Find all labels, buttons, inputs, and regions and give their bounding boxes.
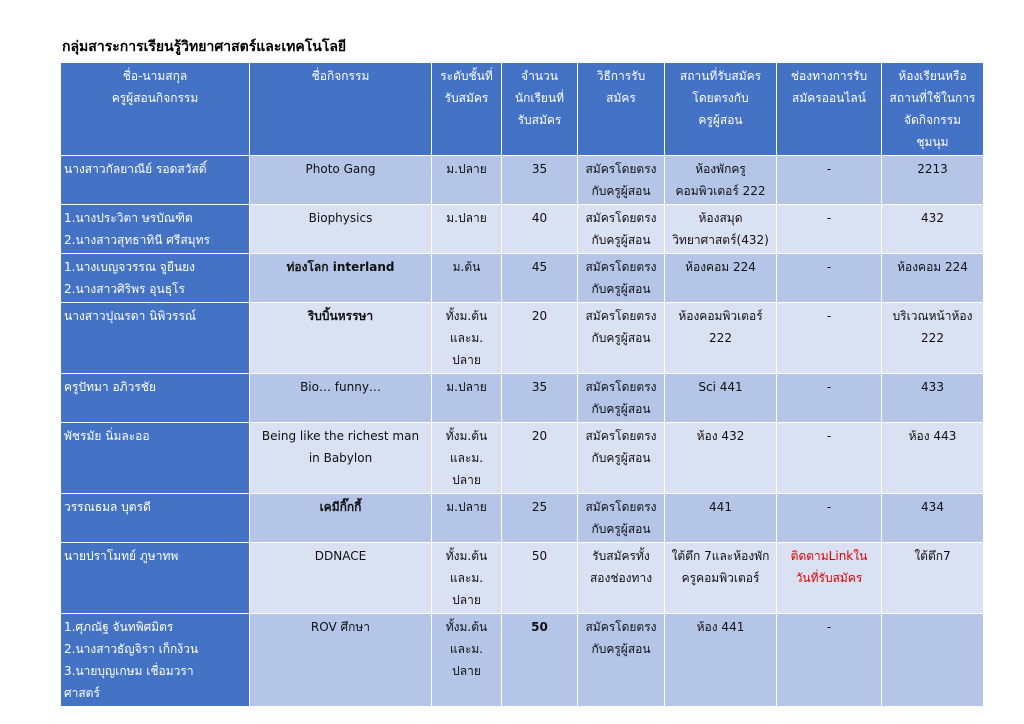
cell-online: - [777,254,882,303]
cell-activity: DDNACE [250,543,432,614]
cell-level: ม.ปลาย [432,205,502,254]
cell-count: 25 [502,494,578,543]
cell-room: 2213 [882,156,984,205]
table-row [61,423,984,494]
cell-method: สมัครโดยตรง กับครูผู้สอน [578,423,665,494]
cell-method: สมัครโดยตรง กับครูผู้สอน [578,254,665,303]
table-row [61,303,984,374]
cell-teacher: นางสาวปุณรดา นิพิวรรณ์ [61,303,250,374]
cell-room: ห้อง 443 [882,423,984,494]
cell-teacher: นายปราโมทย์ ภูษาทพ [61,543,250,614]
cell-count: 50 [502,543,578,614]
cell-level: ม.ปลาย [432,494,502,543]
header-online: ช่องทางการรับ สมัครออนไลน์ [777,63,882,156]
cell-count: 45 [502,254,578,303]
cell-teacher: 1.ศุภณัฐ จันทพิศมิตร 2.นางสาวธัญจิรา เก็กง้วน 3.นายบุญเกษม เชื่อมวรา ศาสตร์ [61,614,250,707]
header-room: ห้องเรียนหรือ สถานที่ใช้ในการ จัดกิจกรรม ชุมนุม [882,63,984,156]
cell-method: สมัครโดยตรง กับครูผู้สอน [578,205,665,254]
cell-room [882,614,984,707]
cell-place: ใต้ตึก 7และห้องพัก ครูคอมพิวเตอร์ [665,543,777,614]
table-row [61,156,984,205]
cell-activity: ROV ศึกษา [250,614,432,707]
page-title: กลุ่มสาระการเรียนรู้วิทยาศาสตร์และเทคโนโลยี [62,39,347,55]
cell-activity: Photo Gang [250,156,432,205]
cell-count: 40 [502,205,578,254]
cell-count: 20 [502,423,578,494]
cell-teacher: ครูปัทมา อภิวรชัย [61,374,250,423]
cell-activity: Being like the richest man in Babylon [250,423,432,494]
cell-room: ห้องคอม 224 [882,254,984,303]
cell-count: 20 [502,303,578,374]
cell-level: ทั้งม.ต้น และม. ปลาย [432,423,502,494]
cell-online: - [777,303,882,374]
table-row [61,374,984,423]
cell-place: Sci 441 [665,374,777,423]
cell-place: 441 [665,494,777,543]
cell-online: - [777,423,882,494]
cell-room: ใต้ตึก7 [882,543,984,614]
cell-teacher: นางสาวกัลยาณีย์ รอดสวัสดิ์ [61,156,250,205]
cell-online: - [777,374,882,423]
table-body [61,156,984,707]
cell-level: ม.ต้น [432,254,502,303]
cell-online: - [777,614,882,707]
club-table [60,62,984,707]
table-row [61,614,984,707]
cell-count: 50 [502,614,578,707]
cell-place: ห้องคอม 224 [665,254,777,303]
header-method: วิธีการรับ สมัคร [578,63,665,156]
cell-activity: ท่องโลก interland [250,254,432,303]
header-count: จำนวน นักเรียนที่ รับสมัคร [502,63,578,156]
cell-teacher: 1.นางประวิตา ษรบัณฑิต 2.นางสาวสุทธาทินี ศรีสมุทร [61,205,250,254]
cell-level: ม.ปลาย [432,374,502,423]
cell-count: 35 [502,156,578,205]
cell-online: - [777,156,882,205]
cell-teacher: พัชรมัย นิ่มละออ [61,423,250,494]
table-row [61,205,984,254]
cell-room: 432 [882,205,984,254]
header-teacher: ชื่อ-นามสกุล ครูผู้สอนกิจกรรม [61,63,250,156]
header-row [61,63,984,156]
cell-place: ห้อง 441 [665,614,777,707]
cell-level: ม.ปลาย [432,156,502,205]
cell-room: 433 [882,374,984,423]
cell-method: สมัครโดยตรง กับครูผู้สอน [578,156,665,205]
cell-activity: เคมีกิ๊กกี้ [250,494,432,543]
cell-online: ติดตามLinkใน วันที่รับสมัคร [777,543,882,614]
cell-level: ทั้งม.ต้น และม. ปลาย [432,614,502,707]
cell-method: รับสมัครทั้ง สองช่องทาง [578,543,665,614]
cell-place: ห้องสมุด วิทยาศาสตร์(432) [665,205,777,254]
cell-level: ทั้งม.ต้น และม. ปลาย [432,303,502,374]
cell-place: ห้องพักครู คอมพิวเตอร์ 222 [665,156,777,205]
cell-online: - [777,205,882,254]
cell-method: สมัครโดยตรง กับครูผู้สอน [578,303,665,374]
cell-teacher: วรรณธมล บุตรดี [61,494,250,543]
table-row [61,254,984,303]
header-level: ระดับชั้นที่ รับสมัคร [432,63,502,156]
cell-room: บริเวณหน้าห้อง 222 [882,303,984,374]
cell-teacher: 1.นางเบญจวรรณ จูยืนยง 2.นางสาวศิริพร อุนธุโร [61,254,250,303]
cell-count: 35 [502,374,578,423]
cell-method: สมัครโดยตรง กับครูผู้สอน [578,374,665,423]
cell-place: ห้อง 432 [665,423,777,494]
cell-online: - [777,494,882,543]
cell-level: ทั้งม.ต้น และม. ปลาย [432,543,502,614]
header-activity: ชื่อกิจกรรม [250,63,432,156]
table-row [61,494,984,543]
cell-method: สมัครโดยตรง กับครูผู้สอน [578,614,665,707]
header-place: สถานที่รับสมัคร โดยตรงกับ ครูผู้สอน [665,63,777,156]
cell-activity: Bio… funny… [250,374,432,423]
cell-place: ห้องคอมพิวเตอร์ 222 [665,303,777,374]
cell-room: 434 [882,494,984,543]
cell-method: สมัครโดยตรง กับครูผู้สอน [578,494,665,543]
cell-activity: Biophysics [250,205,432,254]
cell-activity: ริบบิ้นหรรษา [250,303,432,374]
table-row [61,543,984,614]
